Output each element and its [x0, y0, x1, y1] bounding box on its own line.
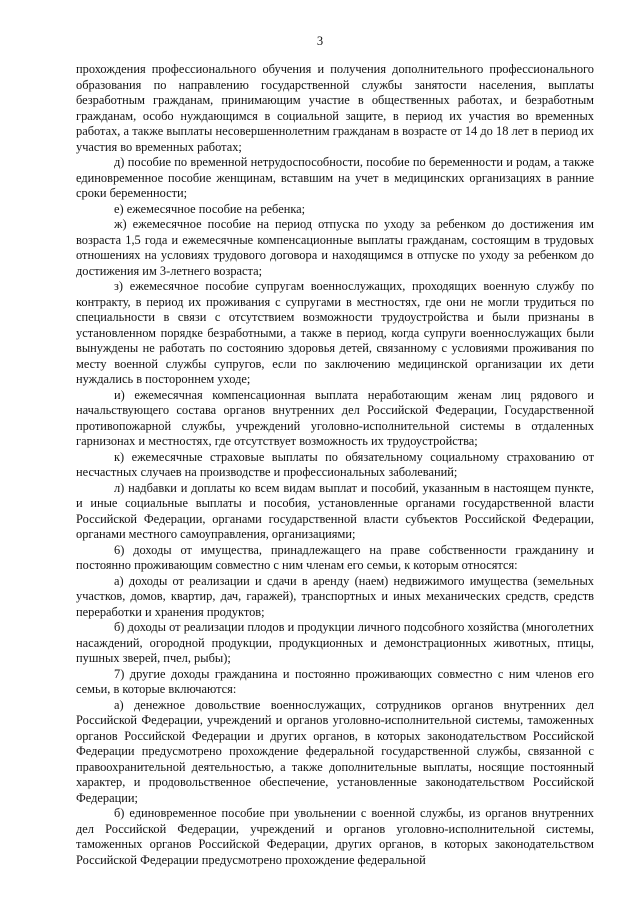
- paragraph-item-z: з) ежемесячное пособие супругам военнослужащих, проходящих военную службу по контракту, в период их проживания с супругами в местностях, где они не могли трудиться по специальности в связи с отсутствием возможности трудоустройства и были признаны в установленном порядке безработными, а также в период, когда супруги военнослужащих были вынуждены не работать по состоянию здоровья детей, связанному с условиями проживания по месту военной службы супругов, если по заключению медицинской организации их дети нуждались в постороннем уходе;: [76, 279, 594, 386]
- paragraph-item-e: е) ежемесячное пособие на ребенка;: [114, 201, 306, 216]
- paragraph-continuation: прохождения профессионального обучения и получения дополнительного профессионального образования по направлению государственной службы занятости населения, выплаты безработным гражданам, принимающим участие в общественных работах, и безработным гражданам, особо нуждающимся в социальной защите, в период их участия во временных работах, а также выплаты несовершеннолетним гражданам в возрасте от 14 до 18 лет в период их участия во временных работах;: [76, 62, 594, 154]
- document-body: [76, 62, 594, 868]
- page-number: 3: [316, 34, 324, 48]
- paragraph-section-7: 7) другие доходы гражданина и постоянно проживающих совместно с ним членов его семьи, в которые включаются:: [76, 666, 594, 696]
- paragraph-item-i: и) ежемесячная компенсационная выплата неработающим женам лиц рядового и начальствующего состава органов внутренних дел Российской Федерации, Государственной противопожарной службы, учреждений уголовно-исполнительной системы в отдаленных гарнизонах и местностях, где отсутствует возможность их трудоустройства;: [76, 387, 594, 448]
- paragraph-item-k: к) ежемесячные страховые выплаты по обязательному социальному страхованию от несчастных случаев на производстве и профессиональных заболеваний;: [76, 449, 594, 479]
- paragraph-item-zh: ж) ежемесячное пособие на период отпуска по уходу за ребенком до достижения им возраста 1,5 года и ежемесячные компенсационные выплаты гражданам, состоящим в трудовых отношениях на условиях трудового договора и находящимся в отпуске по уходу за ребенком до достижения им 3-летнего возраста;: [76, 217, 594, 278]
- paragraph-item-l: л) надбавки и доплаты ко всем видам выплат и пособий, указанным в настоящем пункте, и иные социальные выплаты и пособия, установленные органами государственной власти Российской Федерации, органами государственной власти субъектов Российской Федерации, органами местного самоуправления, организациями;: [76, 480, 594, 541]
- paragraph-6-item-a: а) доходы от реализации и сдачи в аренду (наем) недвижимого имущества (земельных участков, домов, квартир, дач, гаражей), транспортных и иных механических средств, средств переработки и хранения продуктов;: [76, 573, 594, 619]
- paragraph-7-item-b: б) единовременное пособие при увольнении с военной службы, из органов внутренних дел Российской Федерации, учреждений и органов уголовно-исполнительной системы, таможенных органов Российской Федерации, других органов, в которых законодательством Российской Федерации предусмотрено прохождение федеральной: [76, 806, 594, 867]
- paragraph-7-item-a: а) денежное довольствие военнослужащих, сотрудников органов внутренних дел Российской Федерации, учреждений и органов уголовно-исполнительной системы, таможенных органов Российской Федерации и других органов, в которых законодательством Российской Федерации предусмотрено прохождение федеральной государственной службы, связанной с правоохранительной деятельностью, а также дополнительные выплаты, носящие постоянный характер, и продовольственное обеспечение, установленные законодательством Российской Федерации;: [76, 697, 594, 805]
- paragraph-item-d: д) пособие по временной нетрудоспособности, пособие по беременности и родам, а также единовременное пособие женщинам, вставшим на учет в медицинских организациях в ранние сроки беременности;: [76, 155, 594, 200]
- paragraph-section-6: 6) доходы от имущества, принадлежащего на праве собственности гражданину и постоянно проживающим совместно с ним членам его семьи, к которым относятся:: [76, 542, 594, 572]
- paragraph-6-item-b: б) доходы от реализации плодов и продукции личного подсобного хозяйства (многолетних насаждений, огородной продукции, продукционных и демонстрационных животных, птицы, пушных зверей, пчел, рыбы);: [76, 620, 594, 665]
